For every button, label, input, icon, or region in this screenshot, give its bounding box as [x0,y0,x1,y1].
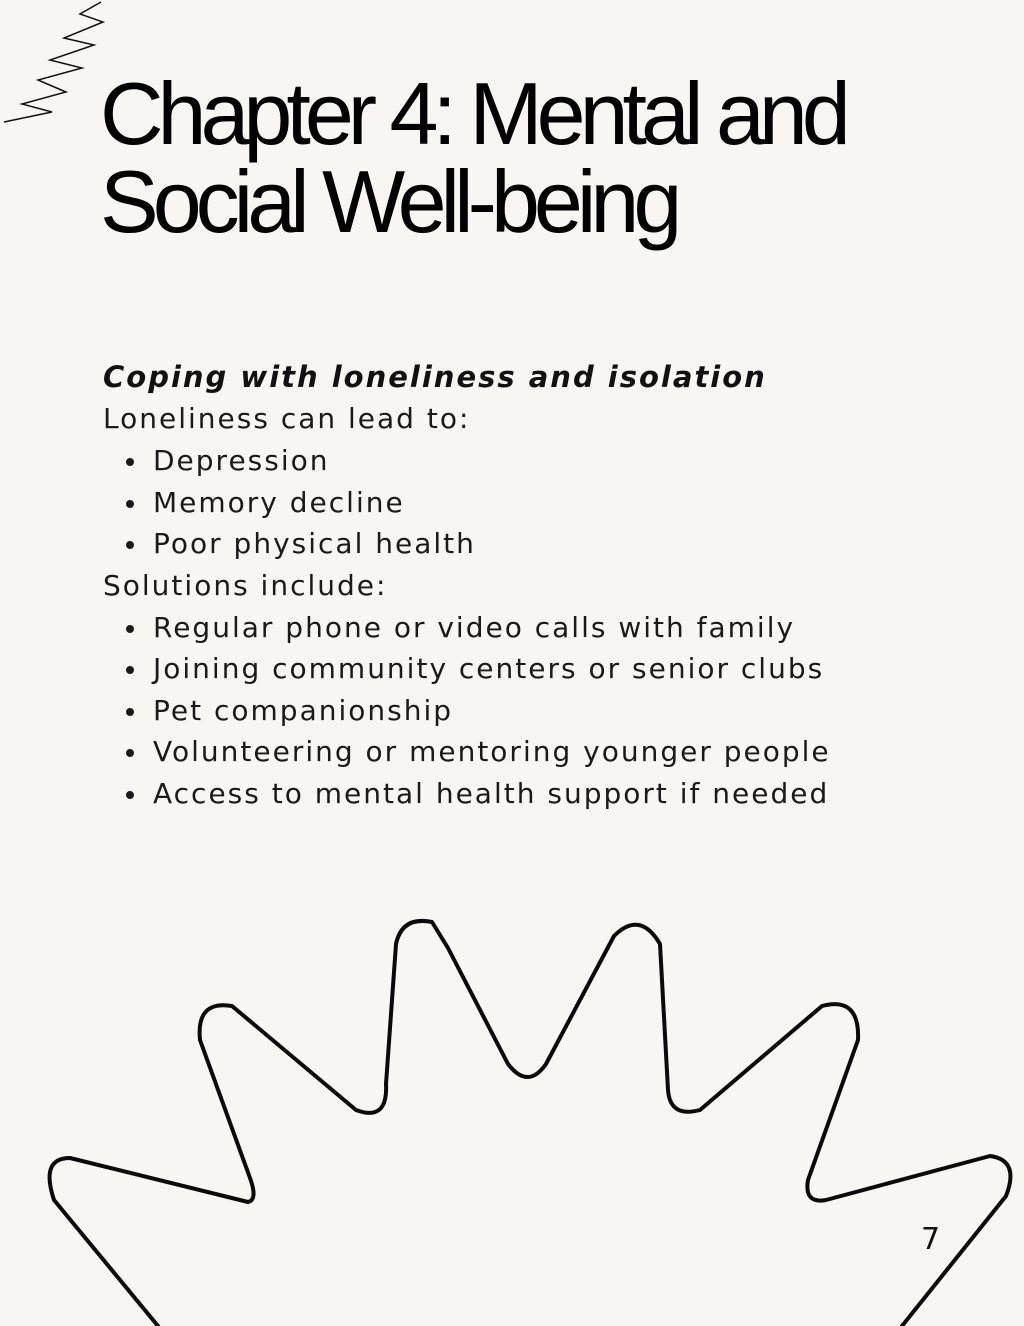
section-heading: Coping with loneliness and isolation [103,360,767,394]
list-item: Regular phone or video calls with family [153,607,963,649]
lead-intro: Loneliness can lead to: [103,402,471,435]
solutions-list [103,607,963,815]
list-item: Depression [153,440,963,482]
list-item: Joining community centers or senior clubs [153,648,963,690]
list-item: Memory decline [153,482,963,524]
list-item: Volunteering or mentoring younger people [153,731,963,773]
solutions-intro: Solutions include: [103,568,388,602]
content-body [103,356,963,814]
chapter-title: Chapter 4: Mental and Social Well-being [100,64,845,251]
lead-list [103,440,963,565]
list-item: Access to mental health support if needed [153,773,963,815]
list-item: Pet companionship [153,690,963,732]
page-number: 7 [921,1222,941,1257]
list-item: Poor physical health [153,523,963,565]
